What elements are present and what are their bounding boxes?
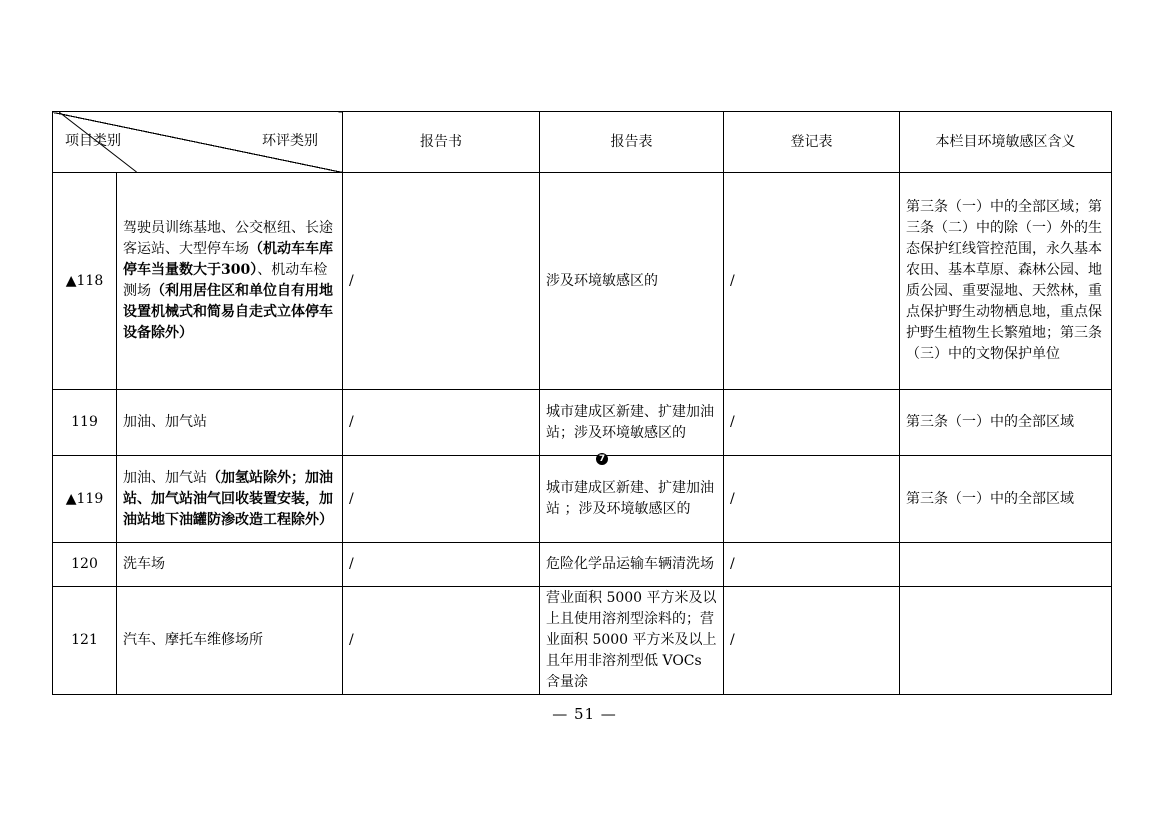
report-book-value: / — [343, 173, 540, 390]
category-text: 洗车场 — [123, 556, 165, 572]
report-form-value: 城市建成区新建、扩建加油站 ；涉及环境敏感区的 — [540, 456, 724, 543]
registration-value: / — [724, 543, 900, 587]
diagonal-header-cell — [53, 112, 343, 173]
sensitive-area-value — [900, 543, 1112, 587]
item-number: ▲119 — [53, 456, 117, 543]
item-number: 121 — [53, 587, 117, 695]
category-text: 加油、加气站 — [123, 414, 207, 430]
category-text: 、机动车检测场 — [123, 262, 328, 299]
category-text: 加油、加气站 — [123, 469, 207, 486]
report-form-value: 涉及环境敏感区的 — [540, 173, 724, 390]
report-book-value: / — [343, 543, 540, 587]
report-book-value: / — [343, 456, 540, 543]
report-book-value: / — [343, 390, 540, 456]
category-text-bold: （加氢站除外；加油站、加气站油气回收装置安装，加油站地下油罐防渗改造工程除外） — [123, 469, 333, 528]
item-category — [117, 390, 343, 456]
project-category-label: 项目类别 — [65, 133, 121, 149]
item-category — [117, 587, 343, 695]
category-text: 汽车、摩托车维修场所 — [123, 632, 263, 648]
registration-form-header: 登记表 — [724, 112, 900, 173]
item-number: ▲118 — [53, 173, 117, 390]
eia-category-label: 环评类别 — [262, 133, 318, 149]
table-row — [53, 456, 1112, 543]
report-form-value: 城市建成区新建、扩建加油站；涉及环境敏感区的 — [540, 390, 724, 456]
sensitive-area-value: 第三条（一）中的全部区域；第三条（二）中的除（一）外的生态保护红线管控范围，永久基本农田、基本草原、森林公园、地质公园、重要湿地、天然林，重点保护野生动物栖息地，重点保护野生植物生长繁殖地；第三条（三）中的文物保护单位 — [900, 173, 1112, 390]
sensitive-area-value: 第三条（一）中的全部区域 — [900, 390, 1112, 456]
item-number: 120 — [53, 543, 117, 587]
registration-value: / — [724, 587, 900, 695]
table-row — [53, 390, 1112, 456]
table-header-row — [53, 112, 1112, 173]
sensitive-area-header: 本栏目环境敏感区含义 — [900, 112, 1112, 173]
category-text: 驾驶员训练基地、公交枢纽、长途客运站、大型停车场 — [123, 220, 333, 257]
registration-value: / — [724, 390, 900, 456]
table-row — [53, 543, 1112, 587]
category-text-bold: （机动车车库停车当量数大于300） — [123, 241, 333, 278]
registration-value: / — [724, 173, 900, 390]
table-row — [53, 173, 1112, 390]
circled-number-marker: 7 — [596, 453, 608, 465]
category-text-bold: （利用居住区和单位自有用地设置机械式和简易自走式立体停车设备除外） — [123, 283, 333, 341]
sensitive-area-value — [900, 587, 1112, 695]
item-category — [117, 543, 343, 587]
report-book-value: / — [343, 587, 540, 695]
eia-category-table — [52, 111, 1112, 695]
report-book-header: 报告书 — [343, 112, 540, 173]
table-row — [53, 587, 1112, 695]
item-category — [117, 173, 343, 390]
sensitive-area-value: 第三条（一）中的全部区域 — [900, 456, 1112, 543]
item-category — [117, 456, 343, 543]
item-number: 119 — [53, 390, 117, 456]
report-form-value: 营业面积 5000 平方米及以上且使用溶剂型涂料的；营业面积 5000 平方米及以上且年用非溶剂型低 VOCs 含量涂 — [540, 587, 724, 695]
page-number: — 51 — — [552, 705, 617, 723]
report-form-header: 报告表 — [540, 112, 724, 173]
report-form-value: 危险化学品运输车辆清洗场 — [540, 543, 724, 587]
registration-value: / — [724, 456, 900, 543]
